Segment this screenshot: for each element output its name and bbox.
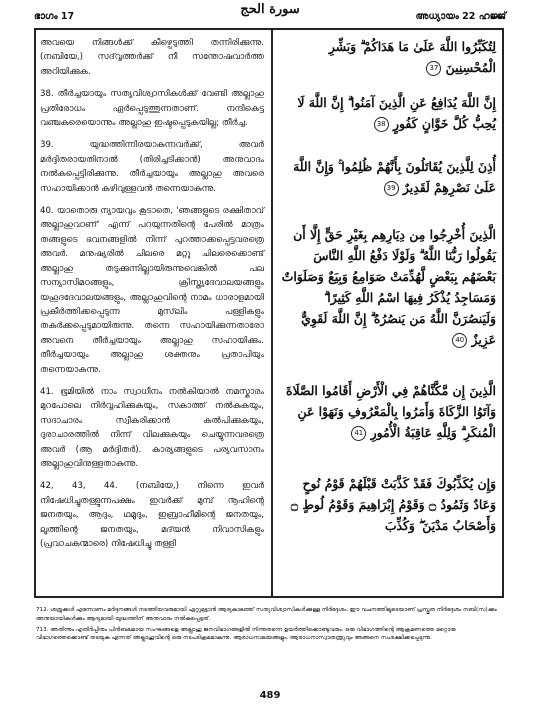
- translation-paragraph: 42, 43, 44. (നബിയേ,) നിന്നെ ഇവർ നിഷേധിച്ചുതള്ളുന്നപക്ഷം ഇവർക്ക് മുമ്പ് നൂഹിന്റെ ജനതയും, ആദും, ഥമൂദും, ഇബ്രാഹീമിന്റെ ജനതയും, ലൂത്തിന്റെ ജനതയും, മദ്‌യൻ നിവാസികളും (പ്രവാചകന്മാരെ) നിഷേധിച്ചു തള്ളി: [40, 481, 264, 549]
- footnote: 712. ശത്രുക്കൾ എന്നോണം മർദ്ദനങ്ങൾ നടത്തിയവരുമായി ഏറ്റുമുട്ടാൻ ആദ്യകാലത്ത് സത്യവിശ്വാസികൾക്കുള്ള നിർദ്ദേശം. ഈ വചനത്തിലൂടെയാണ് പ്രസ്തുത നിർദ്ദേശം നബി(സ)ക്കും അനുയായികൾക്കും ആദ്യമായി യുദ്ധത്തിന് അനുവാദം നൽകപ്പെട്ടത്.: [36, 607, 497, 622]
- arabic-column: [280, 36, 496, 536]
- translation-paragraph: 41. ഭൂമിയിൽ നാം സ്വാധീനം നൽകിയാൽ നമസ്കാരം മുറപോലെ നിർവ്വഹിക്കുകയും, സകാത്ത് നൽകുകയും, സദാചാരം സ്വീകരിക്കാൻ കൽപിക്കുകയും, ദുരാചാരത്തിൽ നിന്ന് വിലക്കുകയും ചെയ്യുന്നവരത്രെ അവർ (ആ മർദ്ദിതർ). കാര്യങ്ങളുടെ പര്യവസാനം അല്ലാഹുവിനുള്ളതാകുന്നു.: [40, 386, 264, 469]
- part-label: ഭാഗം 17: [34, 11, 75, 22]
- page-number: 489: [259, 690, 281, 701]
- arabic-verse: وَإِن يُكَذِّبُوكَ فَقَدْ كَذَّبَتْ قَبْلَهُمْ قَوْمُ نُوحٍ وَعَادٌ وَثَمُودُ ۝ وَقَوْمُ إِبْرَاهِيمَ وَقَوْمُ لُوطٍ ۝ وَأَصْحَابُ مَدْيَنَ ۖ وَكُذِّبَ: [290, 476, 496, 533]
- ayah-number-marker: 39: [384, 181, 399, 196]
- ayah-number-marker: 40: [452, 333, 467, 348]
- arabic-verse: الَّذِينَ أُخْرِجُوا مِن دِيَارِهِم بِغَيْرِ حَقٍّ إِلَّا أَن يَقُولُوا رَبُّنَا اللَّهُ ۗ وَلَوْلَا دَفْعُ اللَّهِ النَّاسَ بَعْضَهُم بِبَعْضٍ لَّهُدِّمَتْ صَوَامِعُ وَبِيَعٌ وَصَلَوَاتٌ وَمَسَاجِدُ يُذْكَرُ فِيهَا اسْمُ اللَّهِ كَثِيرًا ۗ وَلَيَنصُرَنَّ اللَّهُ مَن يَنصُرُهُ ۗ إِنَّ اللَّهَ لَقَوِيٌّ عَزِيزٌ 40: [281, 227, 496, 347]
- arabic-verse: لِتُكَبِّرُوا اللَّهَ عَلَىٰ مَا هَدَاكُمْ ۗ وَبَشِّرِ الْمُحْسِنِينَ 37: [328, 39, 496, 75]
- arabic-verse: الَّذِينَ إِن مَّكَّنَّاهُمْ فِي الْأَرْضِ أَقَامُوا الصَّلَاةَ وَآتَوُا الزَّكَاةَ وَأَمَرُوا بِالْمَعْرُوفِ وَنَهَوْا عَنِ الْمُنكَرِ ۗ وَلِلَّهِ عَاقِبَةُ الْأُمُورِ 41: [286, 383, 496, 440]
- ayah-number-marker: 41: [351, 426, 366, 441]
- translation-paragraph: അവയെ നിങ്ങൾക്ക് കീഴ്പെടുത്തി തന്നിരിക്കുന്നു. (നബിയേ,) സദ്‌വൃത്തർക്ക് നീ സന്തോഷവാർത്ത അറിയിക്കുക.: [40, 38, 264, 77]
- surah-title: سورة الحج: [240, 2, 300, 17]
- translation-paragraph: 39. യുദ്ധത്തിന്നിരയാകുന്നവർക്ക്, അവർ മർദ്ദിതരായതിനാൽ (തിരിച്ചടിക്കാൻ) അനുവാദം നൽകപ്പെട്ടിരിക്കുന്നു. തീർച്ചയായും അല്ലാഹു അവരെ സഹായിക്കാൻ കഴിവുള്ളവൻ തന്നെയാകുന്നു.: [40, 140, 264, 194]
- footnotes: [36, 606, 506, 645]
- translation-paragraph: 40. യാതൊരു ന്യായവും കൂടാതെ, 'ഞങ്ങളുടെ രക്ഷിതാവ് അല്ലാഹുവാണ്' എന്ന് പറയുന്നതിന്റെ പേരിൽ മാത്രം തങ്ങളുടെ ഭവനങ്ങളിൽ നിന്ന് പുറത്താക്കപ്പെട്ടവരത്രെ അവർ. മനുഷ്യരിൽ ചിലരെ മറ്റു ചിലരെക്കൊണ്ട് അല്ലാഹു തടുക്കുന്നില്ലായിരുന്നുവെങ്കിൽ പല സന്യാസിമഠങ്ങളും, ക്രിസ്ത്യദേവാലയങ്ങളും യഹൂദദേവാലയങ്ങളും, അല്ലാഹുവിന്റെ നാമം ധാരാളമായി പ്രകീർത്തിക്കപ്പെടുന്ന മുസ്‌ലിം പള്ളികളും തകർക്കപ്പെടുമായിരുന്നു. തന്നെ സഹായിക്കുന്നതാരോ അവനെ തീർച്ചയായും അല്ലാഹു സഹായിക്കും. തീർച്ചയായും അല്ലാഹു ശക്തനും പ്രതാപിയും തന്നെയാകുന്നു.: [40, 206, 264, 375]
- arabic-verse: أُذِنَ لِلَّذِينَ يُقَاتَلُونَ بِأَنَّهُمْ ظُلِمُوا ۚ وَإِنَّ اللَّهَ عَلَىٰ نَصْرِهِمْ لَقَدِيرٌ 39: [293, 159, 496, 195]
- arabic-verse: إِنَّ اللَّهَ يُدَافِعُ عَنِ الَّذِينَ آمَنُوا ۗ إِنَّ اللَّهَ لَا يُحِبُّ كُلَّ خَوَّانٍ كَفُورٍ 38: [297, 95, 496, 131]
- column-divider: [271, 28, 273, 598]
- ayah-number-marker: 38: [374, 117, 389, 132]
- footnote: 713. അതിന്നും എതിർപ്പിനും പിൻബലമായ സംഘങ്ങളെ അല്ലാഹു ജനവിഭാഗങ്ങളിൽ നിന്നുതന്നെ ഉയർത്തിക്കൊണ്ടുവരും. ഒരു വിഭാഗത്തിന്റെ ആക്രമണത്തെ മറ്റൊരു വിഭാഗത്തെക്കൊണ്ട് തടയുക എന്നത് അല്ലാഹുവിന്റെ ഒരു നടപടിക്രമമാകുന്നു. ആരാധനാലയങ്ങളും, ആരാധനാസ്വാതന്ത്ര്യവും അങ്ങനെ സംരക്ഷിക്കപ്പെടുന്നു.: [36, 626, 456, 642]
- translation-column: [40, 36, 264, 551]
- chapter-label: അധ്യായം 22 ഹജ്ജ്: [415, 11, 506, 22]
- translation-paragraph: 38. തീർച്ചയായും സത്യവിശ്വാസികൾക്ക് വേണ്ടി അല്ലാഹു പ്രതിരോധം ഏർപ്പെടുത്തുന്നതാണ്. നന്ദികെട്ട വഞ്ചകരെയൊന്നും അല്ലാഹു ഇഷ്ടപ്പെടുകയില്ല; തീർച്ച.: [40, 89, 264, 129]
- page-header: [34, 2, 506, 24]
- ayah-number-marker: 37: [426, 61, 441, 76]
